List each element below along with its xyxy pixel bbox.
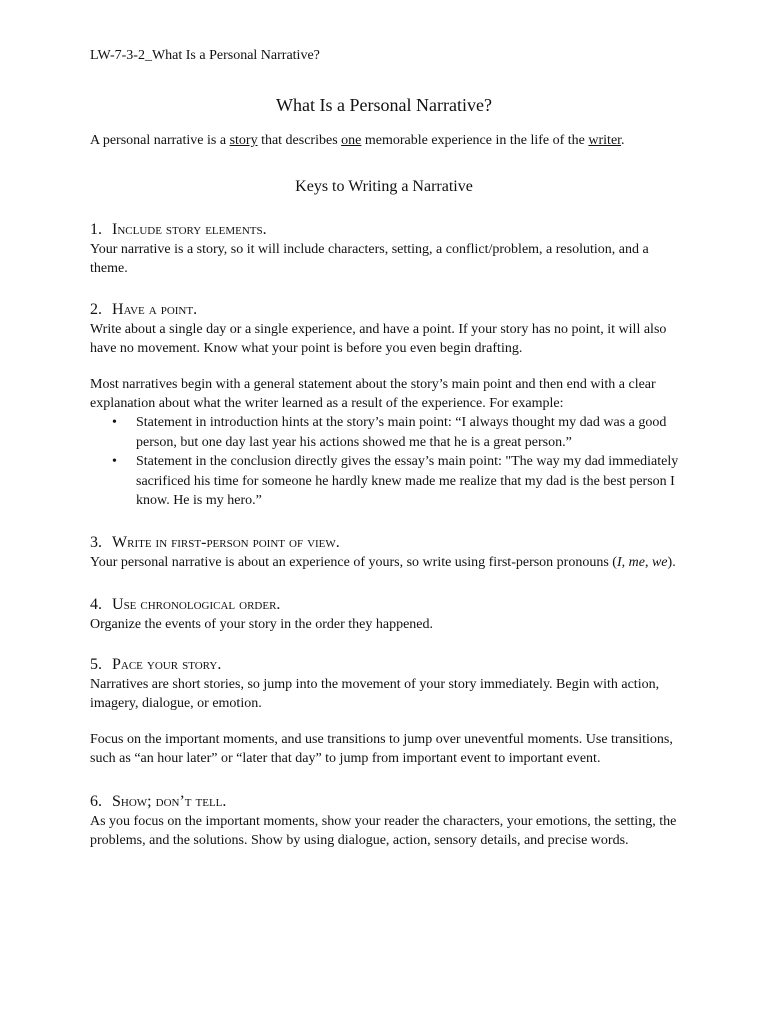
section-5-paragraph-2: Focus on the important moments, and use transitions to jump over uneventful moments. Use transitions, such as “an hour later” or “later that day” to jump from important event to important event. [90,732,673,766]
intro-underlined-one: one [341,133,362,148]
intro-text-4: . [621,133,625,148]
pronoun-me: me [628,555,645,570]
section-2 [90,300,680,511]
separator: , [621,555,629,570]
section-3-number: 3. [90,534,102,551]
section-3-text-1: Your personal narrative is about an experience of yours, so write using first-person pronouns ( [90,555,617,570]
section-6-paragraph: As you focus on the important moments, show your reader the characters, your emotions, the setting, the problems, and the solutions. Show by using dialogue, action, sensory details, and precise words. [90,814,677,848]
section-3-text-2: ). [667,555,676,570]
intro-text-1: A personal narrative is a [90,133,230,148]
section-1-number: 1. [90,221,102,238]
section-6 [90,792,680,850]
list-item [90,452,680,511]
bullet-text: Statement in the conclusion directly gives the essay’s main point: "The way my dad immediately sacrificed his time for someone he hardly knew made me realize that my dad is the best person I know. He is my hero.” [136,454,679,508]
bullet-glyph: • [112,454,117,469]
file-label: LW-7-3-2_What Is a Personal Narrative? [90,48,320,63]
section-3-heading-text: rite in first-person point of view. [127,534,340,551]
section-5-heading [90,655,680,675]
section-6-heading-text: how; don’t tell. [120,793,227,810]
section-6-number: 6. [90,793,102,810]
intro-underlined-writer: writer [588,133,622,148]
page-title: What Is a Personal Narrative? [276,95,492,115]
section-4 [90,595,680,634]
separator: , [644,555,652,570]
example-bullet-list [90,413,680,511]
section-1 [90,220,680,278]
section-2-heading-text: ave a point. [123,301,198,318]
section-3 [90,533,680,572]
section-5-heading-text: ace your story. [120,656,222,673]
intro-underlined-story: story [229,133,258,148]
intro-text-2: that describes [257,133,342,148]
section-1-heading [90,220,680,240]
section-3-heading [90,533,680,553]
section-3-paragraph [90,553,680,572]
intro-paragraph [90,132,625,150]
section-5 [90,655,680,768]
section-5-paragraph-1: Narratives are short stories, so jump into the movement of your story immediately. Begin with action, imagery, dialogue, or emotion. [90,677,660,711]
bullet-glyph: • [112,415,117,430]
section-2-paragraph-1: Write about a single day or a single experience, and have a point. If your story has no point, it will also have no movement. Know what your point is before you even begin drafting. [90,322,667,356]
section-5-number: 5. [90,656,102,673]
section-1-initial: I [112,221,118,238]
pronoun-we: we [651,555,668,570]
pronoun-i: I [616,555,622,570]
section-3-initial: W [112,534,128,551]
section-1-paragraph: Your narrative is a story, so it will include characters, setting, a conflict/problem, a resolution, and a theme. [90,242,649,276]
section-5-initial: P [112,656,121,673]
section-4-heading [90,595,680,615]
section-4-paragraph: Organize the events of your story in the order they happened. [90,617,434,632]
section-2-initial: H [112,301,124,318]
section-subtitle: Keys to Writing a Narrative [295,178,473,195]
section-4-number: 4. [90,596,102,613]
section-6-heading [90,792,680,812]
section-2-paragraph-2: Most narratives begin with a general statement about the story’s main point and then end with a clear explanation about what the writer learned as a result of the experience. For example: [90,377,656,411]
bullet-text: Statement in introduction hints at the story’s main point: “I always thought my dad was a good person, but one day last year his actions showed me that he is a great person.” [136,415,667,450]
section-2-heading [90,300,680,320]
intro-text-3: memorable experience in the life of the [361,133,589,148]
section-1-heading-text: nclude story elements. [117,221,267,238]
section-4-heading-text: se chronological order. [123,596,281,613]
section-4-initial: U [112,596,124,613]
list-item [90,413,680,452]
section-2-number: 2. [90,301,102,318]
section-6-initial: S [112,793,121,810]
